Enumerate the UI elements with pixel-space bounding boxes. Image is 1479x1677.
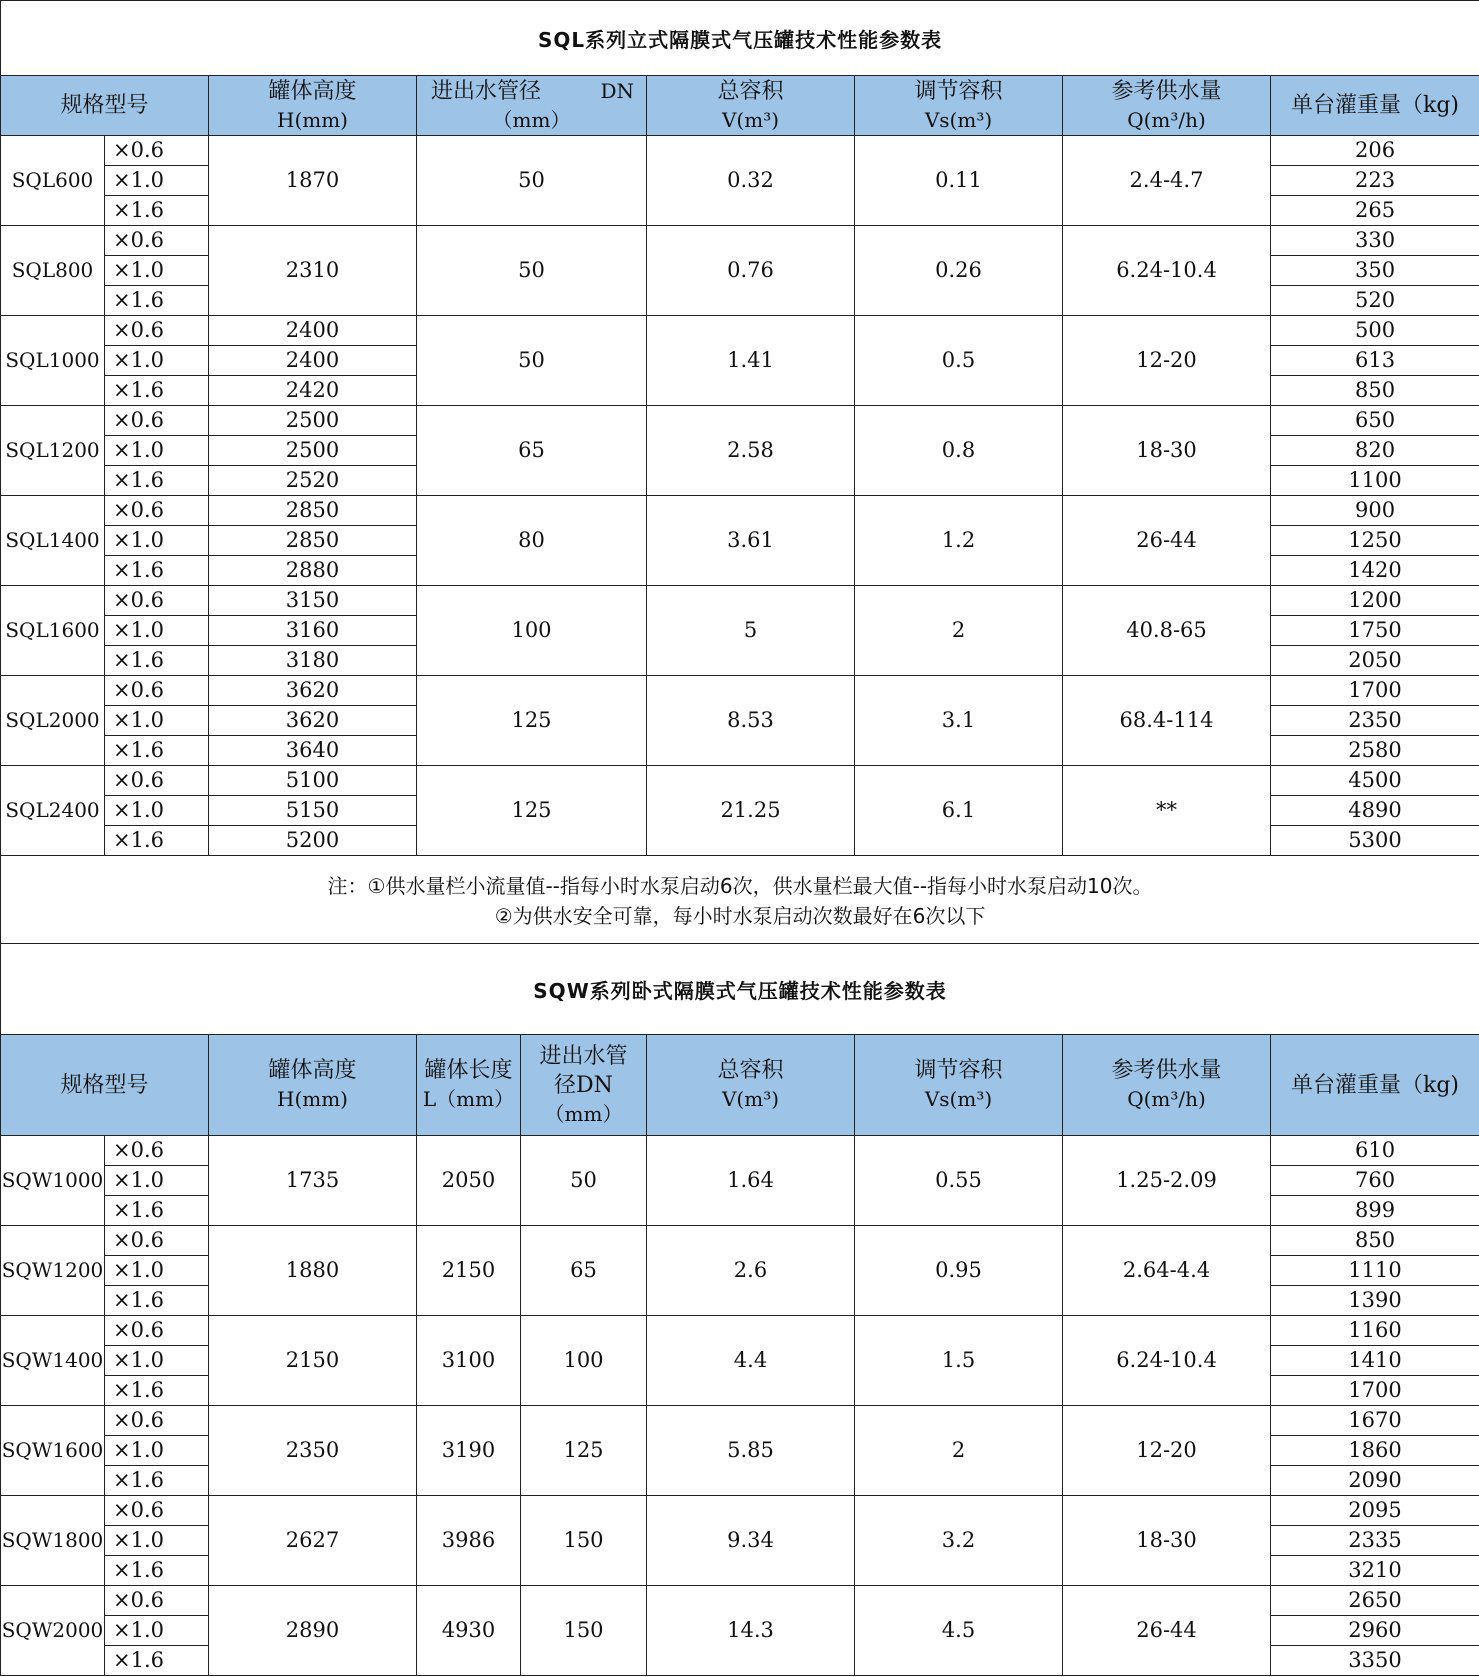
sql-flow-cell: 12-20 bbox=[1063, 316, 1271, 406]
sqw-model-cell: SQW1600 bbox=[1, 1406, 105, 1496]
sql-height-cell: 3620 bbox=[209, 676, 417, 706]
sql-weight-cell: 1100 bbox=[1271, 466, 1479, 496]
sql-header-pipe-unit: （mm） bbox=[492, 107, 571, 132]
sql-height-cell: 3180 bbox=[209, 646, 417, 676]
sql-height-cell: 3160 bbox=[209, 616, 417, 646]
sqw-model-cell: SQW1000 bbox=[1, 1136, 105, 1226]
sql-table-row bbox=[1, 226, 1479, 256]
sql-pipe-cell: 125 bbox=[417, 766, 647, 856]
sqw-multiplier-cell: ×0.6 bbox=[105, 1226, 209, 1256]
sqw-weight-cell: 1700 bbox=[1271, 1376, 1479, 1406]
sql-adjust-cell: 2 bbox=[855, 586, 1063, 676]
sql-volume-cell: 3.61 bbox=[647, 496, 855, 586]
sql-multiplier-cell: ×1.0 bbox=[105, 256, 209, 286]
sql-adjust-cell: 1.2 bbox=[855, 496, 1063, 586]
sql-multiplier-cell: ×1.6 bbox=[105, 556, 209, 586]
sqw-weight-cell: 760 bbox=[1271, 1166, 1479, 1196]
sql-flow-cell: 68.4-114 bbox=[1063, 676, 1271, 766]
sqw-adjust-cell: 3.2 bbox=[855, 1496, 1063, 1586]
sqw-model-cell: SQW1400 bbox=[1, 1316, 105, 1406]
sql-header-volume bbox=[647, 76, 855, 136]
sql-pipe-cell: 100 bbox=[417, 586, 647, 676]
sqw-table-row bbox=[1, 1226, 1479, 1256]
sql-volume-cell: 0.76 bbox=[647, 226, 855, 316]
sqw-pipe-cell: 125 bbox=[521, 1406, 647, 1496]
sqw-table-row bbox=[1, 1496, 1479, 1526]
sql-volume-cell: 1.41 bbox=[647, 316, 855, 406]
sql-header-adjust-label: 调节容积 bbox=[914, 78, 1003, 104]
sqw-header-flow bbox=[1063, 1035, 1271, 1136]
sql-multiplier-cell: ×1.0 bbox=[105, 526, 209, 556]
sql-height-cell: 2500 bbox=[209, 436, 417, 466]
sql-height-cell: 3620 bbox=[209, 706, 417, 736]
sql-weight-cell: 1200 bbox=[1271, 586, 1479, 616]
sql-multiplier-cell: ×1.6 bbox=[105, 376, 209, 406]
sql-height-cell: 2520 bbox=[209, 466, 417, 496]
sql-pipe-cell: 50 bbox=[417, 316, 647, 406]
sqw-volume-cell: 1.64 bbox=[647, 1136, 855, 1226]
sql-table-row bbox=[1, 586, 1479, 616]
sql-model-cell: SQL1400 bbox=[1, 496, 105, 586]
sql-header-height-label: 罐体高度 bbox=[268, 78, 357, 104]
sql-weight-cell: 206 bbox=[1271, 136, 1479, 166]
sql-weight-cell: 850 bbox=[1271, 376, 1479, 406]
sql-multiplier-cell: ×0.6 bbox=[105, 676, 209, 706]
sql-multiplier-cell: ×0.6 bbox=[105, 316, 209, 346]
sql-adjust-cell: 3.1 bbox=[855, 676, 1063, 766]
sqw-length-cell: 4930 bbox=[417, 1586, 521, 1676]
sql-pipe-cell: 125 bbox=[417, 676, 647, 766]
sqw-pipe-cell: 150 bbox=[521, 1586, 647, 1676]
sql-weight-cell: 1750 bbox=[1271, 616, 1479, 646]
sqw-length-cell: 2050 bbox=[417, 1136, 521, 1226]
sql-multiplier-cell: ×0.6 bbox=[105, 226, 209, 256]
sql-adjust-cell: 0.11 bbox=[855, 136, 1063, 226]
sql-table-row bbox=[1, 316, 1479, 346]
sqw-pipe-cell: 50 bbox=[521, 1136, 647, 1226]
sqw-pipe-cell: 100 bbox=[521, 1316, 647, 1406]
sqw-table-row bbox=[1, 1136, 1479, 1166]
sql-height-cell: 2880 bbox=[209, 556, 417, 586]
sqw-height-cell: 2890 bbox=[209, 1586, 417, 1676]
sql-height-cell: 5100 bbox=[209, 766, 417, 796]
sql-table-row bbox=[1, 676, 1479, 706]
sql-header-flow-unit: Q(m³/h) bbox=[1127, 107, 1206, 132]
sqw-multiplier-cell: ×0.6 bbox=[105, 1406, 209, 1436]
sqw-header-height bbox=[209, 1035, 417, 1136]
sql-weight-cell: 223 bbox=[1271, 166, 1479, 196]
sql-height-cell: 2400 bbox=[209, 346, 417, 376]
sql-height-cell: 2850 bbox=[209, 526, 417, 556]
sql-weight-cell: 900 bbox=[1271, 496, 1479, 526]
sql-header-pipe-dn: DN bbox=[600, 78, 634, 103]
sqw-flow-cell: 2.64-4.4 bbox=[1063, 1226, 1271, 1316]
sql-pipe-cell: 80 bbox=[417, 496, 647, 586]
sql-multiplier-cell: ×0.6 bbox=[105, 766, 209, 796]
sqw-weight-cell: 3350 bbox=[1271, 1646, 1479, 1676]
sqw-pipe-cell: 65 bbox=[521, 1226, 647, 1316]
sqw-table-row bbox=[1, 1406, 1479, 1436]
sql-flow-cell: 6.24-10.4 bbox=[1063, 226, 1271, 316]
sql-flow-cell: 2.4-4.7 bbox=[1063, 136, 1271, 226]
sql-model-cell: SQL1000 bbox=[1, 316, 105, 406]
sql-volume-cell: 0.32 bbox=[647, 136, 855, 226]
sqw-multiplier-cell: ×1.0 bbox=[105, 1166, 209, 1196]
sql-model-cell: SQL1600 bbox=[1, 586, 105, 676]
sql-weight-cell: 1700 bbox=[1271, 676, 1479, 706]
sqw-flow-cell: 6.24-10.4 bbox=[1063, 1316, 1271, 1406]
sqw-weight-cell: 1860 bbox=[1271, 1436, 1479, 1466]
sql-multiplier-cell: ×1.6 bbox=[105, 286, 209, 316]
sql-height-cell: 2850 bbox=[209, 496, 417, 526]
sql-header-flow bbox=[1063, 76, 1271, 136]
sql-header-height bbox=[209, 76, 417, 136]
sql-header-adjust-unit: Vs(m³) bbox=[924, 107, 993, 132]
sqw-length-cell: 3986 bbox=[417, 1496, 521, 1586]
sqw-weight-cell: 1160 bbox=[1271, 1316, 1479, 1346]
sql-multiplier-cell: ×1.0 bbox=[105, 436, 209, 466]
sqw-adjust-cell: 1.5 bbox=[855, 1316, 1063, 1406]
sqw-header-flow-unit: Q(m³/h) bbox=[1127, 1087, 1206, 1111]
sqw-multiplier-cell: ×0.6 bbox=[105, 1496, 209, 1526]
sql-table-title: SQL系列立式隔膜式气压罐技术性能参数表 bbox=[1, 1, 1479, 76]
sql-height-cell: 2500 bbox=[209, 406, 417, 436]
sqw-header-volume-label: 总容积 bbox=[717, 1058, 784, 1083]
sqw-weight-cell: 2650 bbox=[1271, 1586, 1479, 1616]
sql-note bbox=[1, 856, 1479, 946]
sqw-multiplier-cell: ×1.0 bbox=[105, 1256, 209, 1286]
sql-adjust-cell: 0.8 bbox=[855, 406, 1063, 496]
sql-height-cell: 1870 bbox=[209, 136, 417, 226]
sql-weight-cell: 2580 bbox=[1271, 736, 1479, 766]
sql-height-cell: 3150 bbox=[209, 586, 417, 616]
sqw-volume-cell: 9.34 bbox=[647, 1496, 855, 1586]
sql-header-model: 规格型号 bbox=[1, 76, 209, 136]
sqw-multiplier-cell: ×0.6 bbox=[105, 1586, 209, 1616]
sql-multiplier-cell: ×1.6 bbox=[105, 646, 209, 676]
sql-weight-cell: 2050 bbox=[1271, 646, 1479, 676]
sql-note-line2: ②为供水安全可靠，每小时水泵启动次数最好在6次以下 bbox=[494, 903, 986, 928]
sql-height-cell: 5150 bbox=[209, 796, 417, 826]
sqw-model-cell: SQW1800 bbox=[1, 1496, 105, 1586]
sqw-length-cell: 3100 bbox=[417, 1316, 521, 1406]
sqw-multiplier-cell: ×0.6 bbox=[105, 1316, 209, 1346]
sqw-weight-cell: 2960 bbox=[1271, 1616, 1479, 1646]
sqw-model-cell: SQW2000 bbox=[1, 1586, 105, 1676]
sql-header-volume-unit: V(m³) bbox=[721, 107, 780, 132]
sql-model-cell: SQL2000 bbox=[1, 676, 105, 766]
sqw-header-adjust bbox=[855, 1035, 1063, 1136]
sqw-multiplier-cell: ×1.6 bbox=[105, 1286, 209, 1316]
sqw-spec-table bbox=[0, 943, 1479, 1676]
sqw-weight-cell: 3210 bbox=[1271, 1556, 1479, 1586]
sql-header-height-unit: H(mm) bbox=[277, 107, 348, 132]
sqw-multiplier-cell: ×1.6 bbox=[105, 1466, 209, 1496]
sqw-weight-cell: 850 bbox=[1271, 1226, 1479, 1256]
sql-pipe-cell: 50 bbox=[417, 226, 647, 316]
sql-model-cell: SQL800 bbox=[1, 226, 105, 316]
sql-pipe-cell: 65 bbox=[417, 406, 647, 496]
sql-header-pipe-label: 进出水管径 bbox=[431, 78, 542, 104]
sql-header-adjust bbox=[855, 76, 1063, 136]
sqw-multiplier-cell: ×1.0 bbox=[105, 1526, 209, 1556]
sqw-flow-cell: 18-30 bbox=[1063, 1496, 1271, 1586]
sql-multiplier-cell: ×1.6 bbox=[105, 196, 209, 226]
sql-multiplier-cell: ×1.6 bbox=[105, 466, 209, 496]
sql-weight-cell: 4500 bbox=[1271, 766, 1479, 796]
sqw-weight-cell: 1670 bbox=[1271, 1406, 1479, 1436]
sql-multiplier-cell: ×1.6 bbox=[105, 736, 209, 766]
sql-header-flow-label: 参考供水量 bbox=[1111, 78, 1222, 104]
sqw-header-pipe-label1: 进出水管 bbox=[539, 1043, 628, 1069]
sqw-height-cell: 2627 bbox=[209, 1496, 417, 1586]
sql-multiplier-cell: ×1.0 bbox=[105, 616, 209, 646]
sql-adjust-cell: 0.5 bbox=[855, 316, 1063, 406]
sqw-header-length-label: 罐体长度 bbox=[424, 1058, 513, 1083]
sqw-multiplier-cell: ×1.6 bbox=[105, 1376, 209, 1406]
sql-height-cell: 2400 bbox=[209, 316, 417, 346]
sqw-model-cell: SQW1200 bbox=[1, 1226, 105, 1316]
sqw-multiplier-cell: ×1.0 bbox=[105, 1616, 209, 1646]
sqw-header-pipe bbox=[521, 1035, 647, 1136]
sqw-header-height-label: 罐体高度 bbox=[268, 1058, 357, 1083]
sql-pipe-cell: 50 bbox=[417, 136, 647, 226]
sql-multiplier-cell: ×0.6 bbox=[105, 406, 209, 436]
sqw-header-adjust-unit: Vs(m³) bbox=[924, 1087, 993, 1111]
sqw-weight-cell: 610 bbox=[1271, 1136, 1479, 1166]
sql-multiplier-cell: ×1.0 bbox=[105, 346, 209, 376]
sqw-weight-cell: 2095 bbox=[1271, 1496, 1479, 1526]
sql-weight-cell: 4890 bbox=[1271, 796, 1479, 826]
sql-adjust-cell: 0.26 bbox=[855, 226, 1063, 316]
sql-table-row bbox=[1, 406, 1479, 436]
sql-table-row bbox=[1, 766, 1479, 796]
sql-height-cell: 2420 bbox=[209, 376, 417, 406]
sqw-table-title: SQW系列卧式隔膜式气压罐技术性能参数表 bbox=[1, 944, 1479, 1035]
sqw-volume-cell: 4.4 bbox=[647, 1316, 855, 1406]
sql-flow-cell: 18-30 bbox=[1063, 406, 1271, 496]
sqw-header-adjust-label: 调节容积 bbox=[914, 1058, 1003, 1083]
sql-weight-cell: 650 bbox=[1271, 406, 1479, 436]
sqw-multiplier-cell: ×0.6 bbox=[105, 1136, 209, 1166]
sql-multiplier-cell: ×1.0 bbox=[105, 706, 209, 736]
sql-model-cell: SQL1200 bbox=[1, 406, 105, 496]
sqw-header-length-unit: L（mm） bbox=[422, 1087, 515, 1111]
sql-weight-cell: 330 bbox=[1271, 226, 1479, 256]
sql-table-row bbox=[1, 136, 1479, 166]
sql-model-cell: SQL600 bbox=[1, 136, 105, 226]
sqw-weight-cell: 2335 bbox=[1271, 1526, 1479, 1556]
sql-weight-cell: 265 bbox=[1271, 196, 1479, 226]
sql-volume-cell: 21.25 bbox=[647, 766, 855, 856]
sql-flow-cell: 40.8-65 bbox=[1063, 586, 1271, 676]
sql-weight-cell: 820 bbox=[1271, 436, 1479, 466]
sqw-volume-cell: 14.3 bbox=[647, 1586, 855, 1676]
sql-note-row bbox=[1, 856, 1479, 946]
sql-header-pipe bbox=[417, 76, 647, 136]
sqw-header-pipe-unit: （mm） bbox=[544, 1101, 623, 1126]
sqw-height-cell: 1880 bbox=[209, 1226, 417, 1316]
sql-weight-cell: 1420 bbox=[1271, 556, 1479, 586]
sql-header-volume-label: 总容积 bbox=[717, 78, 784, 104]
sqw-adjust-cell: 0.95 bbox=[855, 1226, 1063, 1316]
sql-height-cell: 5200 bbox=[209, 826, 417, 856]
sqw-multiplier-cell: ×1.6 bbox=[105, 1646, 209, 1676]
sqw-weight-cell: 1110 bbox=[1271, 1256, 1479, 1286]
sql-weight-cell: 350 bbox=[1271, 256, 1479, 286]
sql-weight-cell: 613 bbox=[1271, 346, 1479, 376]
sql-weight-cell: 520 bbox=[1271, 286, 1479, 316]
sqw-pipe-cell: 150 bbox=[521, 1496, 647, 1586]
sqw-header-weight: 单台灌重量（kg) bbox=[1271, 1035, 1479, 1136]
sqw-height-cell: 2350 bbox=[209, 1406, 417, 1496]
sql-weight-cell: 2350 bbox=[1271, 706, 1479, 736]
sql-volume-cell: 2.58 bbox=[647, 406, 855, 496]
sqw-length-cell: 2150 bbox=[417, 1226, 521, 1316]
sql-header-weight: 单台灌重量（kg) bbox=[1271, 76, 1479, 136]
sql-table-row bbox=[1, 496, 1479, 526]
sql-multiplier-cell: ×0.6 bbox=[105, 136, 209, 166]
sqw-volume-cell: 2.6 bbox=[647, 1226, 855, 1316]
sqw-multiplier-cell: ×1.0 bbox=[105, 1346, 209, 1376]
sql-height-cell: 3640 bbox=[209, 736, 417, 766]
sql-multiplier-cell: ×0.6 bbox=[105, 586, 209, 616]
sqw-multiplier-cell: ×1.6 bbox=[105, 1196, 209, 1226]
sql-weight-cell: 5300 bbox=[1271, 826, 1479, 856]
sqw-weight-cell: 1410 bbox=[1271, 1346, 1479, 1376]
sql-multiplier-cell: ×1.0 bbox=[105, 796, 209, 826]
sqw-header-height-unit: H(mm) bbox=[277, 1087, 348, 1111]
sqw-weight-cell: 1390 bbox=[1271, 1286, 1479, 1316]
sql-flow-cell: 26-44 bbox=[1063, 496, 1271, 586]
sqw-header-volume bbox=[647, 1035, 855, 1136]
sqw-adjust-cell: 4.5 bbox=[855, 1586, 1063, 1676]
sqw-flow-cell: 1.25-2.09 bbox=[1063, 1136, 1271, 1226]
sql-adjust-cell: 6.1 bbox=[855, 766, 1063, 856]
sqw-multiplier-cell: ×1.6 bbox=[105, 1556, 209, 1586]
sqw-adjust-cell: 2 bbox=[855, 1406, 1063, 1496]
sqw-header-pipe-label2: 径DN bbox=[554, 1072, 613, 1098]
sql-multiplier-cell: ×0.6 bbox=[105, 496, 209, 526]
sqw-height-cell: 2150 bbox=[209, 1316, 417, 1406]
sqw-multiplier-cell: ×1.0 bbox=[105, 1436, 209, 1466]
sql-note-line1: 注：①供水量栏小流量值--指每小时水泵启动6次，供水量栏最大值--指每小时水泵启动10次。 bbox=[327, 873, 1153, 898]
sql-weight-cell: 500 bbox=[1271, 316, 1479, 346]
sqw-header-model: 规格型号 bbox=[1, 1035, 209, 1136]
sql-multiplier-cell: ×1.0 bbox=[105, 166, 209, 196]
sql-flow-cell: ** bbox=[1063, 766, 1271, 856]
sqw-header-flow-label: 参考供水量 bbox=[1111, 1058, 1222, 1083]
sqw-length-cell: 3190 bbox=[417, 1406, 521, 1496]
sqw-header-volume-unit: V(m³) bbox=[721, 1087, 780, 1111]
sqw-flow-cell: 12-20 bbox=[1063, 1406, 1271, 1496]
sqw-weight-cell: 2090 bbox=[1271, 1466, 1479, 1496]
sqw-weight-cell: 899 bbox=[1271, 1196, 1479, 1226]
sql-volume-cell: 8.53 bbox=[647, 676, 855, 766]
sqw-table-row bbox=[1, 1586, 1479, 1616]
sqw-header-length bbox=[417, 1035, 521, 1136]
sqw-adjust-cell: 0.55 bbox=[855, 1136, 1063, 1226]
sqw-volume-cell: 5.85 bbox=[647, 1406, 855, 1496]
sql-weight-cell: 1250 bbox=[1271, 526, 1479, 556]
sqw-table-row bbox=[1, 1316, 1479, 1346]
sql-multiplier-cell: ×1.6 bbox=[105, 826, 209, 856]
sql-volume-cell: 5 bbox=[647, 586, 855, 676]
sql-model-cell: SQL2400 bbox=[1, 766, 105, 856]
sql-height-cell: 2310 bbox=[209, 226, 417, 316]
sqw-flow-cell: 26-44 bbox=[1063, 1586, 1271, 1676]
sqw-height-cell: 1735 bbox=[209, 1136, 417, 1226]
